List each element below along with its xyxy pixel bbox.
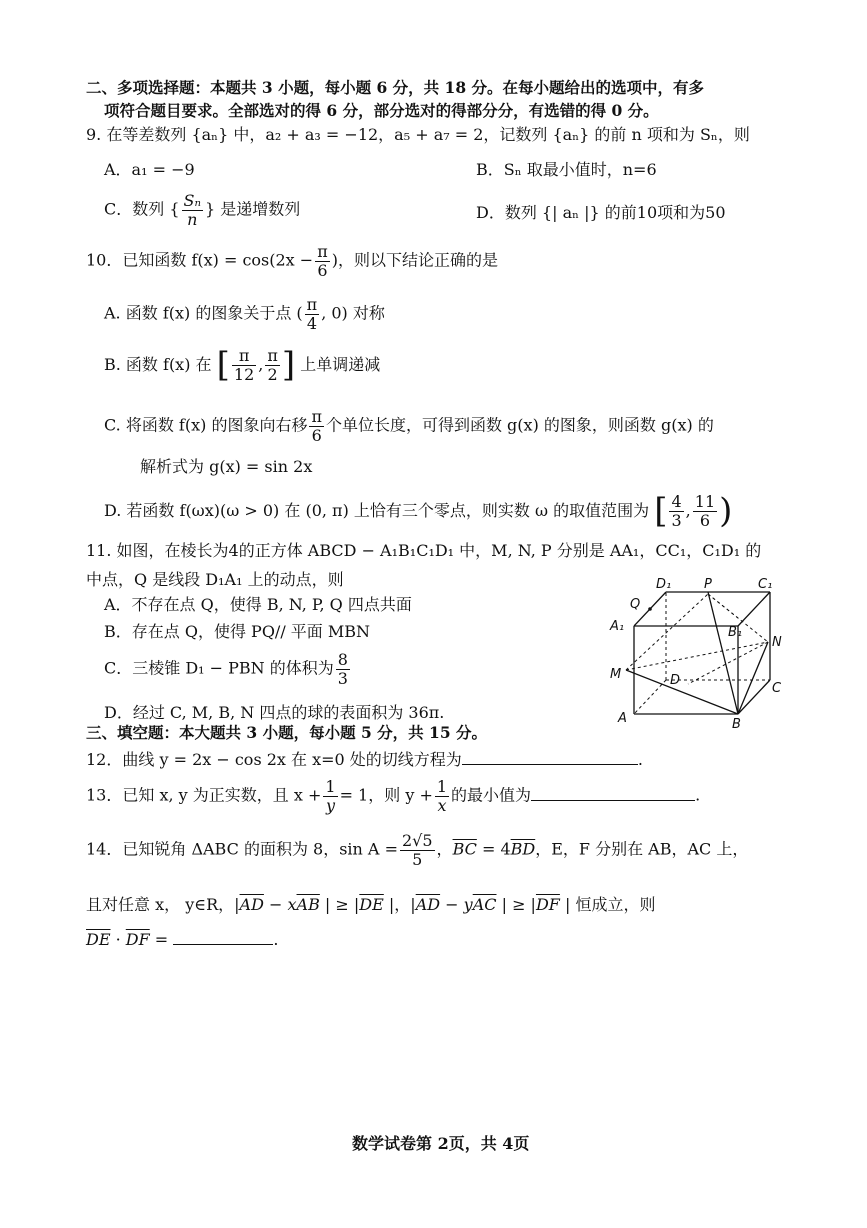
q10-option-b: B. 函数 f(x) 在 [ $\frac{\pi}{12}$ , $\frac{\pi}{2}$ ] 上单调递减 [104, 345, 381, 385]
line-pb [708, 592, 738, 714]
point-q [648, 607, 652, 611]
q9-option-d: D．数列 {| aₙ |} 的前10项和为50 [476, 203, 726, 222]
q10-option-a: A. 函数 f(x) 的图象关于点 ( $\frac{\pi}{4}$ , 0) 对称 [104, 295, 385, 333]
q9-stem: 9. 在等差数列 {aₙ} 中，a₂ + a₃ = −12，a₅ + a₇ = 2，记数列 {aₙ} 的前 n 项和为 Sₙ，则 [86, 125, 750, 144]
page-footer: 数学试卷第 2页，共 4页 [352, 1134, 530, 1153]
label-d: D [670, 673, 681, 688]
label-c1: C₁ [758, 577, 773, 592]
line-mn [626, 642, 768, 670]
q11-stem-line1: 11. 如图，在棱长为4的正方体 ABCD − A₁B₁C₁D₁ 中，M, N, P 分别是 AA₁，CC₁，C₁D₁ 的 [86, 541, 762, 560]
q11-option-b: B．存在点 Q，使得 PQ// 平面 MBN [104, 622, 371, 641]
q9-option-c: C．数列 { $\frac{\text{Sₙ}}{n}$ } 是递增数列 [104, 191, 301, 229]
label-b1: B₁ [728, 625, 743, 640]
edge-bc [738, 680, 770, 714]
label-a: A [618, 711, 627, 726]
q14-line1: 14．已知锐角 ΔABC 的面积为 8，sin A = $\frac{2√5}{5}$ ，$\overline{BC} = 4\overline{BD}$，E，F 分别在 AB，AC 上， [86, 831, 749, 869]
section3-header: 三、填空题：本大题共 3 小题，每小题 5 分，共 15 分。 [86, 723, 488, 742]
label-n: N [772, 635, 782, 650]
q10-stem: 10．已知函数 f(x) = cos(2x − $\frac{\pi}{6}$ )，则以下结论正确的是 [86, 242, 498, 280]
q11-option-c: C．三棱锥 D₁ − PBN 的体积为 $\frac{8}{3}$ [104, 650, 348, 688]
q11-stem-line2: 中点，Q 是线段 D₁A₁ 上的动点，则 [86, 570, 344, 589]
q9-option-a: A．a₁ = −9 [104, 160, 195, 179]
q9-option-b: B．Sₙ 取最小值时，n=6 [476, 160, 657, 179]
q10-option-d: D. 若函数 f(ωx)(ω > 0) 在 (0, π) 上恰有三个零点，则实数 ω 的取值范围为 [ $\frac{4}{3}$ , $\frac{11}{6}$ ) [104, 491, 733, 531]
cube-figure [608, 572, 796, 732]
q14-answer-blank[interactable] [173, 930, 273, 945]
q10-option-c-line2: 解析式为 g(x) = sin 2x [140, 457, 313, 476]
q13-answer-blank[interactable] [531, 786, 695, 801]
section2-line2: 项符合题目要求。全部选对的得 6 分，部分选对的得部分分，有选错的得 0 分。 [104, 101, 659, 120]
q14-line2: 且对任意 x， y∈R，$|\overline{AD} - x\overline{AB}$ | ≥ $|\overline{DE}$ |，$|\overline{AD} - y\overline{AC}$ | ≥ $|\overline{DF}$ | 恒成立，则 [86, 895, 656, 914]
edge-ad [634, 680, 666, 714]
label-d1: D₁ [656, 577, 672, 592]
edge-c1b1 [738, 592, 770, 626]
q13: 13．已知 x, y 为正实数，且 x + $\frac{1}{y}$ = 1，则 y + $\frac{1}{x}$ 的最小值为 . [86, 777, 701, 815]
label-m: M [610, 667, 622, 682]
section2-line1: 二、多项选择题：本题共 3 小题，每小题 6 分，共 18 分。在每小题给出的选项中，有多 [86, 78, 705, 97]
label-p: P [704, 577, 712, 592]
label-b: B [732, 717, 741, 732]
q11-option-d: D．经过 C, M, B, N 四点的球的表面积为 36π. [104, 703, 445, 722]
label-q: Q [630, 597, 641, 612]
line-bn [738, 642, 768, 714]
q12: 12．曲线 y = 2x − cos 2x 在 x=0 处的切线方程为 . [86, 750, 643, 769]
q14-line3: $\overline{DE} \cdot \overline{DF}$ = . [86, 930, 279, 949]
label-a1: A₁ [610, 619, 625, 634]
line-mb [626, 670, 738, 714]
q10-option-c: C. 将函数 f(x) 的图象向右移 $\frac{\pi}{6}$ 个单位长度，可得到函数 g(x) 的图象，则函数 g(x) 的 [104, 407, 714, 445]
label-c: C [772, 681, 782, 696]
line-nd [688, 642, 768, 684]
q11-option-a: A．不存在点 Q，使得 B, N, P, Q 四点共面 [104, 595, 412, 614]
q12-answer-blank[interactable] [462, 750, 638, 765]
